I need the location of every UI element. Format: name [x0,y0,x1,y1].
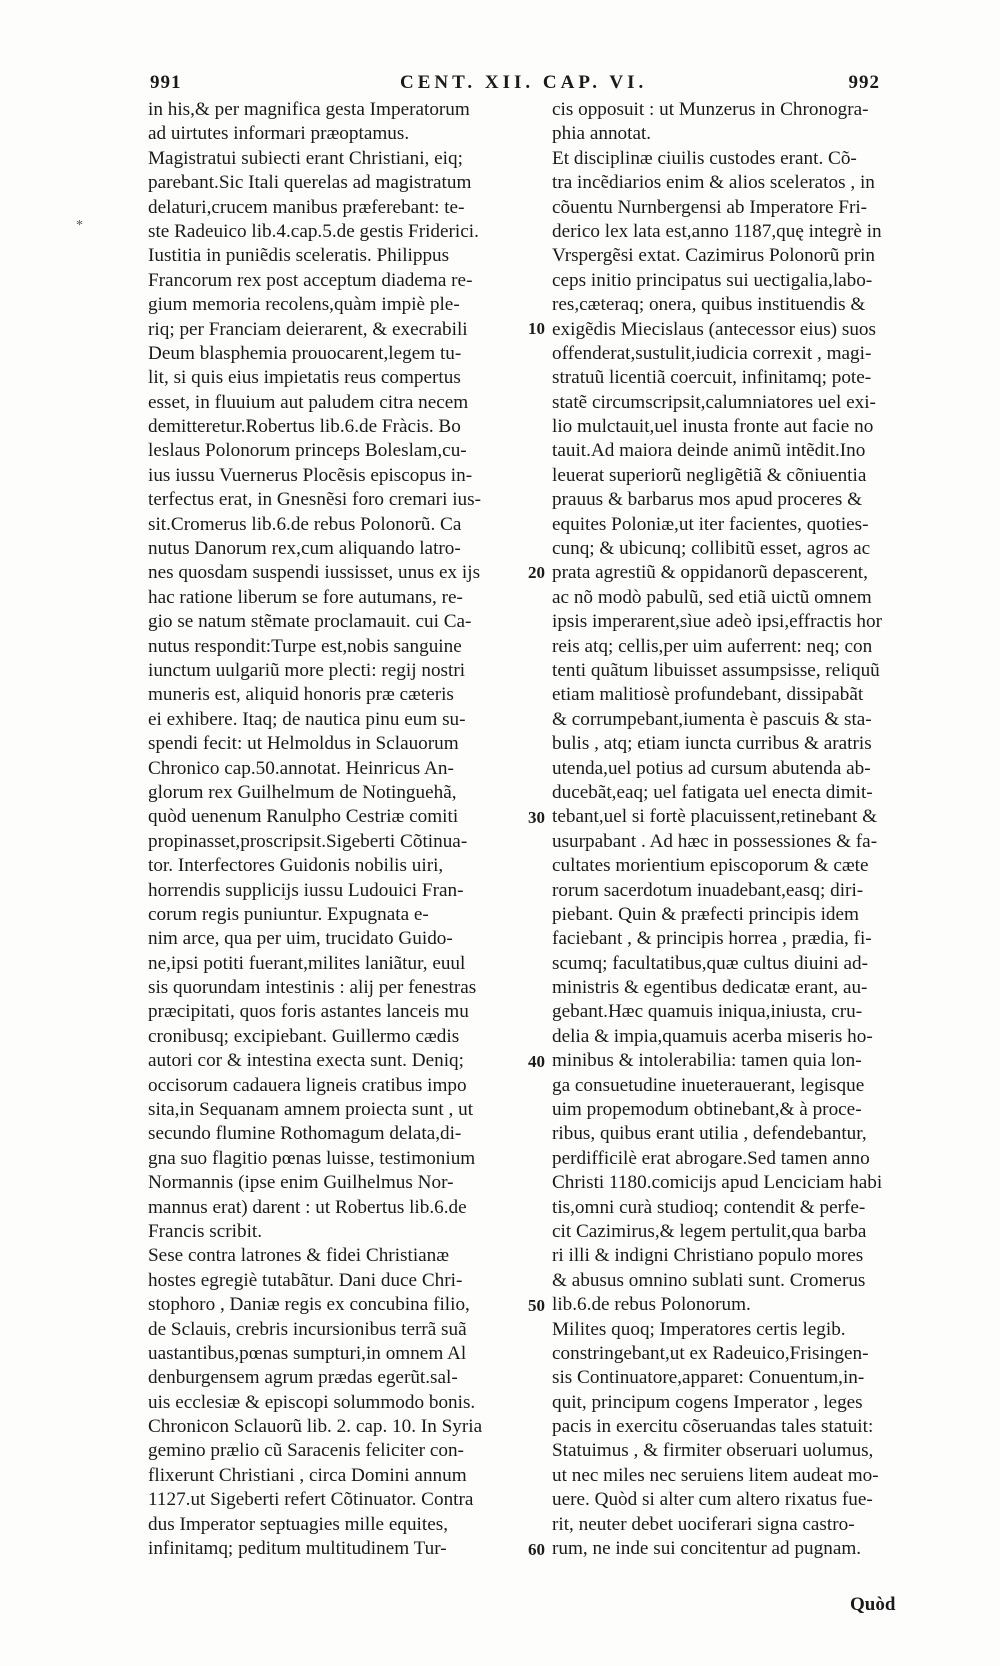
text-line: gium memoria recolens,quàm impiè ple- [148,294,460,316]
text-line: dus Imperator septuagies mille equites, [148,1513,448,1535]
text-line: equites Poloniæ,ut iter facientes, quoties- [552,513,869,535]
text-line: ga consuetudine inueterauerant, legisque [552,1074,865,1096]
text-line: hac ratione liberum se fore autumans, re- [148,586,463,608]
text-line: 1127.ut Sigeberti refert Cõtinuator. Contra [148,1489,474,1511]
line-number-50: 50 [528,1296,545,1315]
text-line: nim arce, qua per uim, trucidato Guido- [148,928,453,950]
text-line: corum regis puniuntur. Expugnata e- [148,903,429,925]
text-line: nutus Danorum rex,cum aliquando latro- [148,538,461,560]
text-line: riq; per Franciam deierarent, & execrabili [148,318,468,340]
text-line: secundo flumine Rothomagum delata,di- [148,1123,462,1145]
text-line: tor. Interfectores Guidonis nobilis uiri, [148,855,444,877]
text-line: Statuimus , & firmiter obseruari uolumus, [552,1440,874,1462]
text-line: parebant.Sic Itali querelas ad magistratum [148,172,472,194]
text-line: leslaus Polonorum princeps Boleslam,cu- [148,440,467,462]
text-line: Vrspergẽsi extat. Cazimirus Polonorũ prin [552,245,876,267]
text-line: Milites quoq; Imperatores certis legib. [552,1318,846,1340]
text-line: ipsis imperarent,sìue adeò ipsi,effractis hor [552,611,883,633]
line-number-60: 60 [528,1540,545,1559]
text-line: iunctum uulgariũ more plecti: regij nostri [148,659,466,681]
text-line: rit, neuter debet uociferari signa castro- [552,1513,855,1535]
text-line: delia & impia,quamuis acerba miseris ho- [552,1025,873,1047]
text-line: quit, principum cogens Imperator , leges [552,1391,863,1413]
text-line: cõuentu Nurnbergensi ab Imperatore Fri- [552,196,868,218]
text-line: Francis scribit. [148,1220,263,1242]
text-line: rorum sacerdotum inuadebant,easq; diri- [552,879,864,901]
text-line: gebant.Hæc quamuis iniqua,iniusta, cru- [552,1001,863,1023]
running-header [150,72,880,100]
text-line: ri illi & indigni Christiano populo mores [552,1245,864,1267]
margin-asterisk: * [76,218,83,233]
text-line: ribus, quibus erant utilia , defendebantur, [552,1123,867,1145]
text-line: nes quosdam suspendi iussisset, unus ex ijs [148,562,481,584]
text-line: Chronicon Sclauorũ lib. 2. cap. 10. In Syria [148,1416,483,1438]
text-line: occisorum cadauera ligneis cratibus impo [148,1074,467,1096]
running-title: CENT. XII. CAP. VI. [400,72,648,93]
text-line: cis opposuit : ut Munzerus in Chronogra- [552,99,869,120]
text-line: Christi 1180.comicijs apud Lenciciam habi [552,1172,883,1194]
text-line: glorum rex Guilhelmum de Notinguehã, [148,781,457,803]
text-line: tebant,uel si fortè placuissent,retinebant & [552,806,878,828]
text-line: infinitamq; peditum multitudinem Tur- [148,1538,447,1560]
text-line: uis ecclesiæ & episcopi solummodo bonis. [148,1391,476,1413]
text-line: gna suo flagitio pœnas luisse, testimonium [148,1147,476,1169]
text-line: nutus respondit:Turpe est,nobis sanguine [148,635,462,657]
text-line: denburgensem agrum prædas egerũt.sal- [148,1367,458,1389]
text-line: cultates morientium episcoporum & cæte [552,855,869,877]
text-line: sis Continuatore,apparet: Conuentum,in- [552,1367,865,1389]
text-line: Magistratui subiecti erant Christiani, eiq; [148,147,463,169]
page-number-right: 992 [848,72,880,93]
text-line: perdifficilè erat abrogare.Sed tamen anno [552,1147,870,1169]
text-line: etiam malitiosè profundebant, dissipabãt [552,684,864,706]
text-line: ministris & egentibus dedicatæ erant, au- [552,977,868,999]
text-line: bulis , atq; etiam iuncta curribus & aratris [552,733,872,755]
text-line: tenti quãtum libuisset assumpsisse, reliquũ [552,659,880,681]
left-text-column [148,98,528,1561]
text-line: spendi fecit: ut Helmoldus in Sclauorum [148,733,459,755]
text-line: ut nec miles nec seruiens litem audeat mo- [552,1464,879,1486]
page-number-left: 991 [150,72,182,93]
text-line: uastantibus,pœnas sumpturi,in omnem Al [148,1342,467,1364]
text-line: reis atq; cellis,per uim auferrent: neq; con [552,635,873,657]
text-line: mannus erat) darent : ut Robertus lib.6.de [148,1196,467,1218]
text-line: Normannis (ipse enim Guilhelmus Nor- [148,1172,454,1194]
text-line: scumq; facultatibus,quæ cultus diuini ad- [552,952,869,974]
text-line: tis,omni curà studioq; contendit & perfe- [552,1196,866,1218]
text-line: prauus & barbarus mos apud proceres & [552,489,863,511]
text-line: cunq; & ubicunq; collibitũ esset, agros ac [552,538,871,560]
text-line: tauit.Ad maiora deinde animũ intẽdit.Ino [552,440,866,462]
text-line: pacis in exercitu cõseruandas tales statuit: [552,1416,874,1438]
text-line: cit Cazimirus,& legem pertulit,qua barba [552,1220,867,1242]
text-line: piebant. Quin & præfecti principis idem [552,903,859,925]
text-line: hostes egregiè tutabãtur. Dani duce Chri- [148,1269,463,1291]
text-line: Francorum rex post acceptum diadema re- [148,269,473,291]
text-line: ac nõ modò pabulũ, sed etiã uictũ omnem [552,586,872,608]
text-line: sis quorundam intestinis : alij per fenestras [148,977,477,999]
line-number-20: 20 [528,563,545,582]
text-line: de Sclauis, crebris incursionibus terrã suã [148,1318,467,1340]
right-text-column [552,98,892,1561]
text-line: prata agrestiũ & oppidanorũ depascerent, [552,562,868,584]
text-line: res,cæteraq; onera, quibus instituendis & [552,294,866,316]
text-line: autori cor & intestina execta sunt. Deniq; [148,1050,464,1072]
text-line: phia annotat. [552,123,652,145]
text-line: ceps initio principatus sui uectigalia,labo- [552,269,873,291]
text-line: lio mulctauit,uel inusta fronte aut facie no [552,416,874,438]
text-line: horrendis supplicijs iussu Ludouici Fran- [148,879,464,901]
text-line: minibus & intolerabilia: tamen quia lon- [552,1050,862,1072]
text-line: stratuũ licentiã coercuit, infinitamq; pote- [552,367,872,389]
text-line: in his,& per magnifica gesta Imperatorum [148,99,470,120]
text-line: ducebãt,eaq; uel fatigata uel enecta dimit- [552,781,873,803]
text-line: Deum blasphemia prouocarent,legem tu- [148,342,462,364]
text-line: usurpabant . Ad hæc in possessiones & fa- [552,830,878,852]
text-line: sit.Cromerus lib.6.de rebus Polonorũ. Ca [148,513,462,535]
text-line: præcipitati, quos foris astantes lanceis mu [148,1001,469,1023]
text-line: ad uirtutes informari præoptamus. [148,123,410,145]
text-line: lib.6.de rebus Polonorum. [552,1294,751,1316]
text-line: rum, ne inde sui concitentur ad pugnam. [552,1538,862,1560]
text-line: gemino prælio cũ Saracenis feliciter con- [148,1440,464,1462]
text-line: offenderat,sustulit,iudicia correxit , magi- [552,342,872,364]
text-line: constringebant,ut ex Radeuico,Frisingen- [552,1342,869,1364]
text-line: ei exhibere. Itaq; de nautica pinu eum su- [148,708,466,730]
text-line: esset, in fluuium aut paludem citra necem [148,391,469,413]
text-line: derico lex lata est,anno 1187,quę integrè in [552,220,882,242]
text-line: Iustitia in puniẽdis sceleratis. Philippus [148,245,450,267]
text-line: delaturi,crucem manibus præferebant: te- [148,196,465,218]
text-line: utenda,uel potius ad cursum abutenda ab- [552,757,871,779]
line-number-10: 10 [528,319,545,338]
text-line: quòd uenenum Ranulpho Cestriæ comiti [148,806,459,828]
text-line: & abusus omnino sublati sunt. Cromerus [552,1269,866,1291]
text-line: Chronico cap.50.annotat. Heinricus An- [148,757,454,779]
text-line: Sese contra latrones & fidei Christianæ [148,1245,450,1267]
text-line: sita,in Sequanam amnem proiecta sunt , ut [148,1099,474,1121]
text-line: terfectus erat, in Gnesnẽsi foro cremari ius- [148,489,481,511]
text-line: ne,ipsi potiti fuerant,milites laniãtur, euul [148,952,466,974]
text-line: flixerunt Christiani , circa Domini annum [148,1464,467,1486]
text-line: propinasset,proscripsit.Sigeberti Cõtinua- [148,830,468,852]
text-line: cronibusq; excipiebant. Guillermo cædis [148,1025,460,1047]
text-line: Et disciplinæ ciuilis custodes erant. Cõ- [552,147,857,169]
catchword: Quòd [850,1594,896,1615]
text-line: ius iussu Vuernerus Plocẽsis episcopus in- [148,464,473,486]
text-line: statẽ circumscripsit,calumniatores uel exi- [552,391,876,413]
text-line: muneris est, aliquid honoris præ cæteris [148,684,454,706]
line-number-40: 40 [528,1052,545,1071]
text-line: faciebant , & principis horrea , prædia, fi- [552,928,872,950]
text-line: & corrumpebant,iumenta è pascuis & sta- [552,708,872,730]
text-line: gio se natum stẽmate proclamauit. cui Ca- [148,611,472,633]
text-line: uere. Quòd si alter cum altero rixatus fue- [552,1489,873,1511]
line-number-30: 30 [528,808,545,827]
text-line: ste Radeuico lib.4.cap.5.de gestis Friderici. [148,220,479,242]
text-line: demitteretur.Robertus lib.6.de Fràcis. Bo [148,416,461,438]
text-line: tra incẽdiarios enim & alios sceleratos , in [552,172,875,194]
text-line: exigẽdis Miecislaus (antecessor eius) suos [552,318,876,340]
text-line: lit, si quis eius impietatis reus compertus [148,367,461,389]
text-line: stophoro , Daniæ regis ex concubina filio, [148,1294,470,1316]
text-line: uim propemodum obtinebant,& à proce- [552,1099,862,1121]
text-line: leuerat superiorũ negligẽtiã & cõniuentia [552,464,867,486]
